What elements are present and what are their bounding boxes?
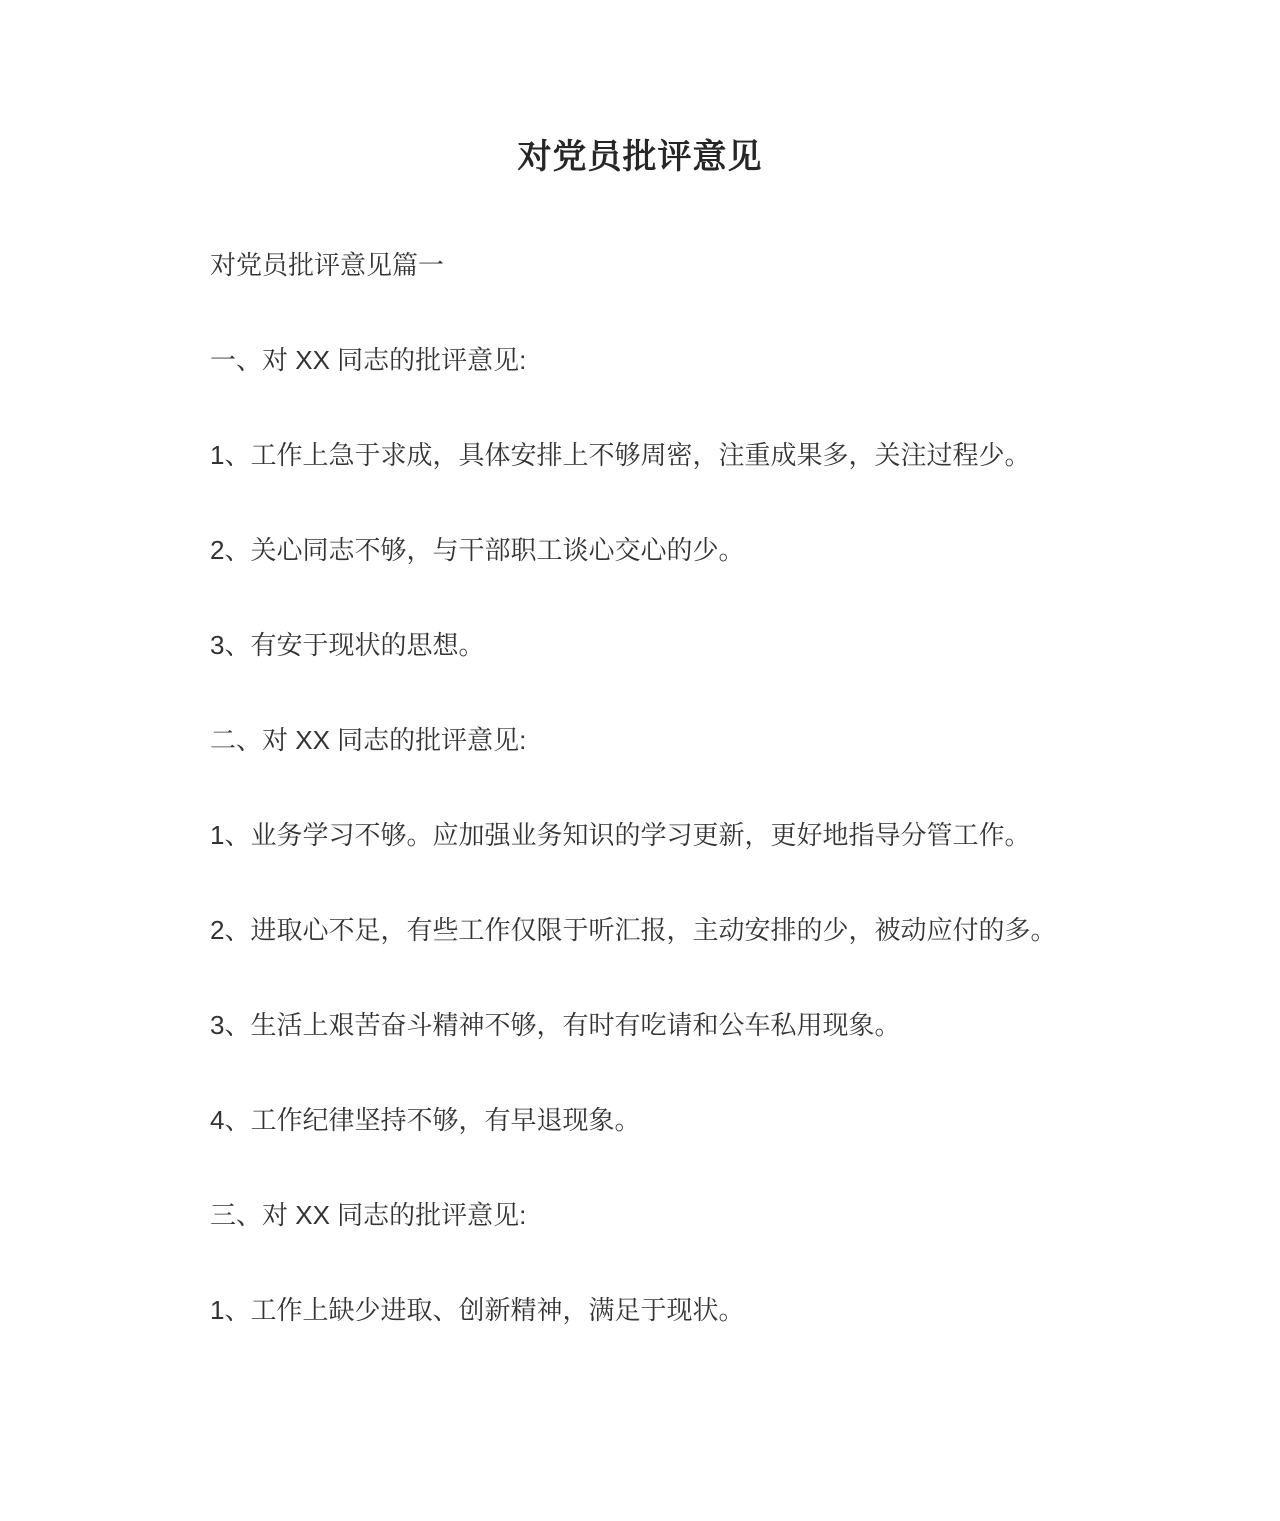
- paragraph-item: 4、工作纪律坚持不够，有早退现象。: [210, 1105, 641, 1135]
- paragraph-item: 3、生活上艰苦奋斗精神不够，有时有吃请和公车私用现象。: [210, 1010, 901, 1040]
- paragraph-item: 1、工作上急于求成，具体安排上不够周密，注重成果多，关注过程少。: [210, 440, 1031, 470]
- paragraph-item: 1、工作上缺少进取、创新精神，满足于现状。: [210, 1295, 745, 1325]
- paragraph-section-2: 二、对 XX 同志的批评意见:: [210, 725, 527, 755]
- paragraph-section-3: 三、对 XX 同志的批评意见:: [210, 1200, 527, 1230]
- document-title: 对党员批评意见: [517, 138, 763, 176]
- paragraph-item: 3、有安于现状的思想。: [210, 630, 485, 660]
- paragraph-intro: 对党员批评意见篇一: [210, 250, 445, 280]
- paragraph-item: 2、进取心不足，有些工作仅限于听汇报，主动安排的少，被动应付的多。: [210, 915, 1057, 945]
- paragraph-item: 2、关心同志不够，与干部职工谈心交心的少。: [210, 535, 745, 565]
- paragraph-section-1: 一、对 XX 同志的批评意见:: [210, 345, 527, 375]
- paragraph-item: 1、业务学习不够。应加强业务知识的学习更新，更好地指导分管工作。: [210, 820, 1031, 850]
